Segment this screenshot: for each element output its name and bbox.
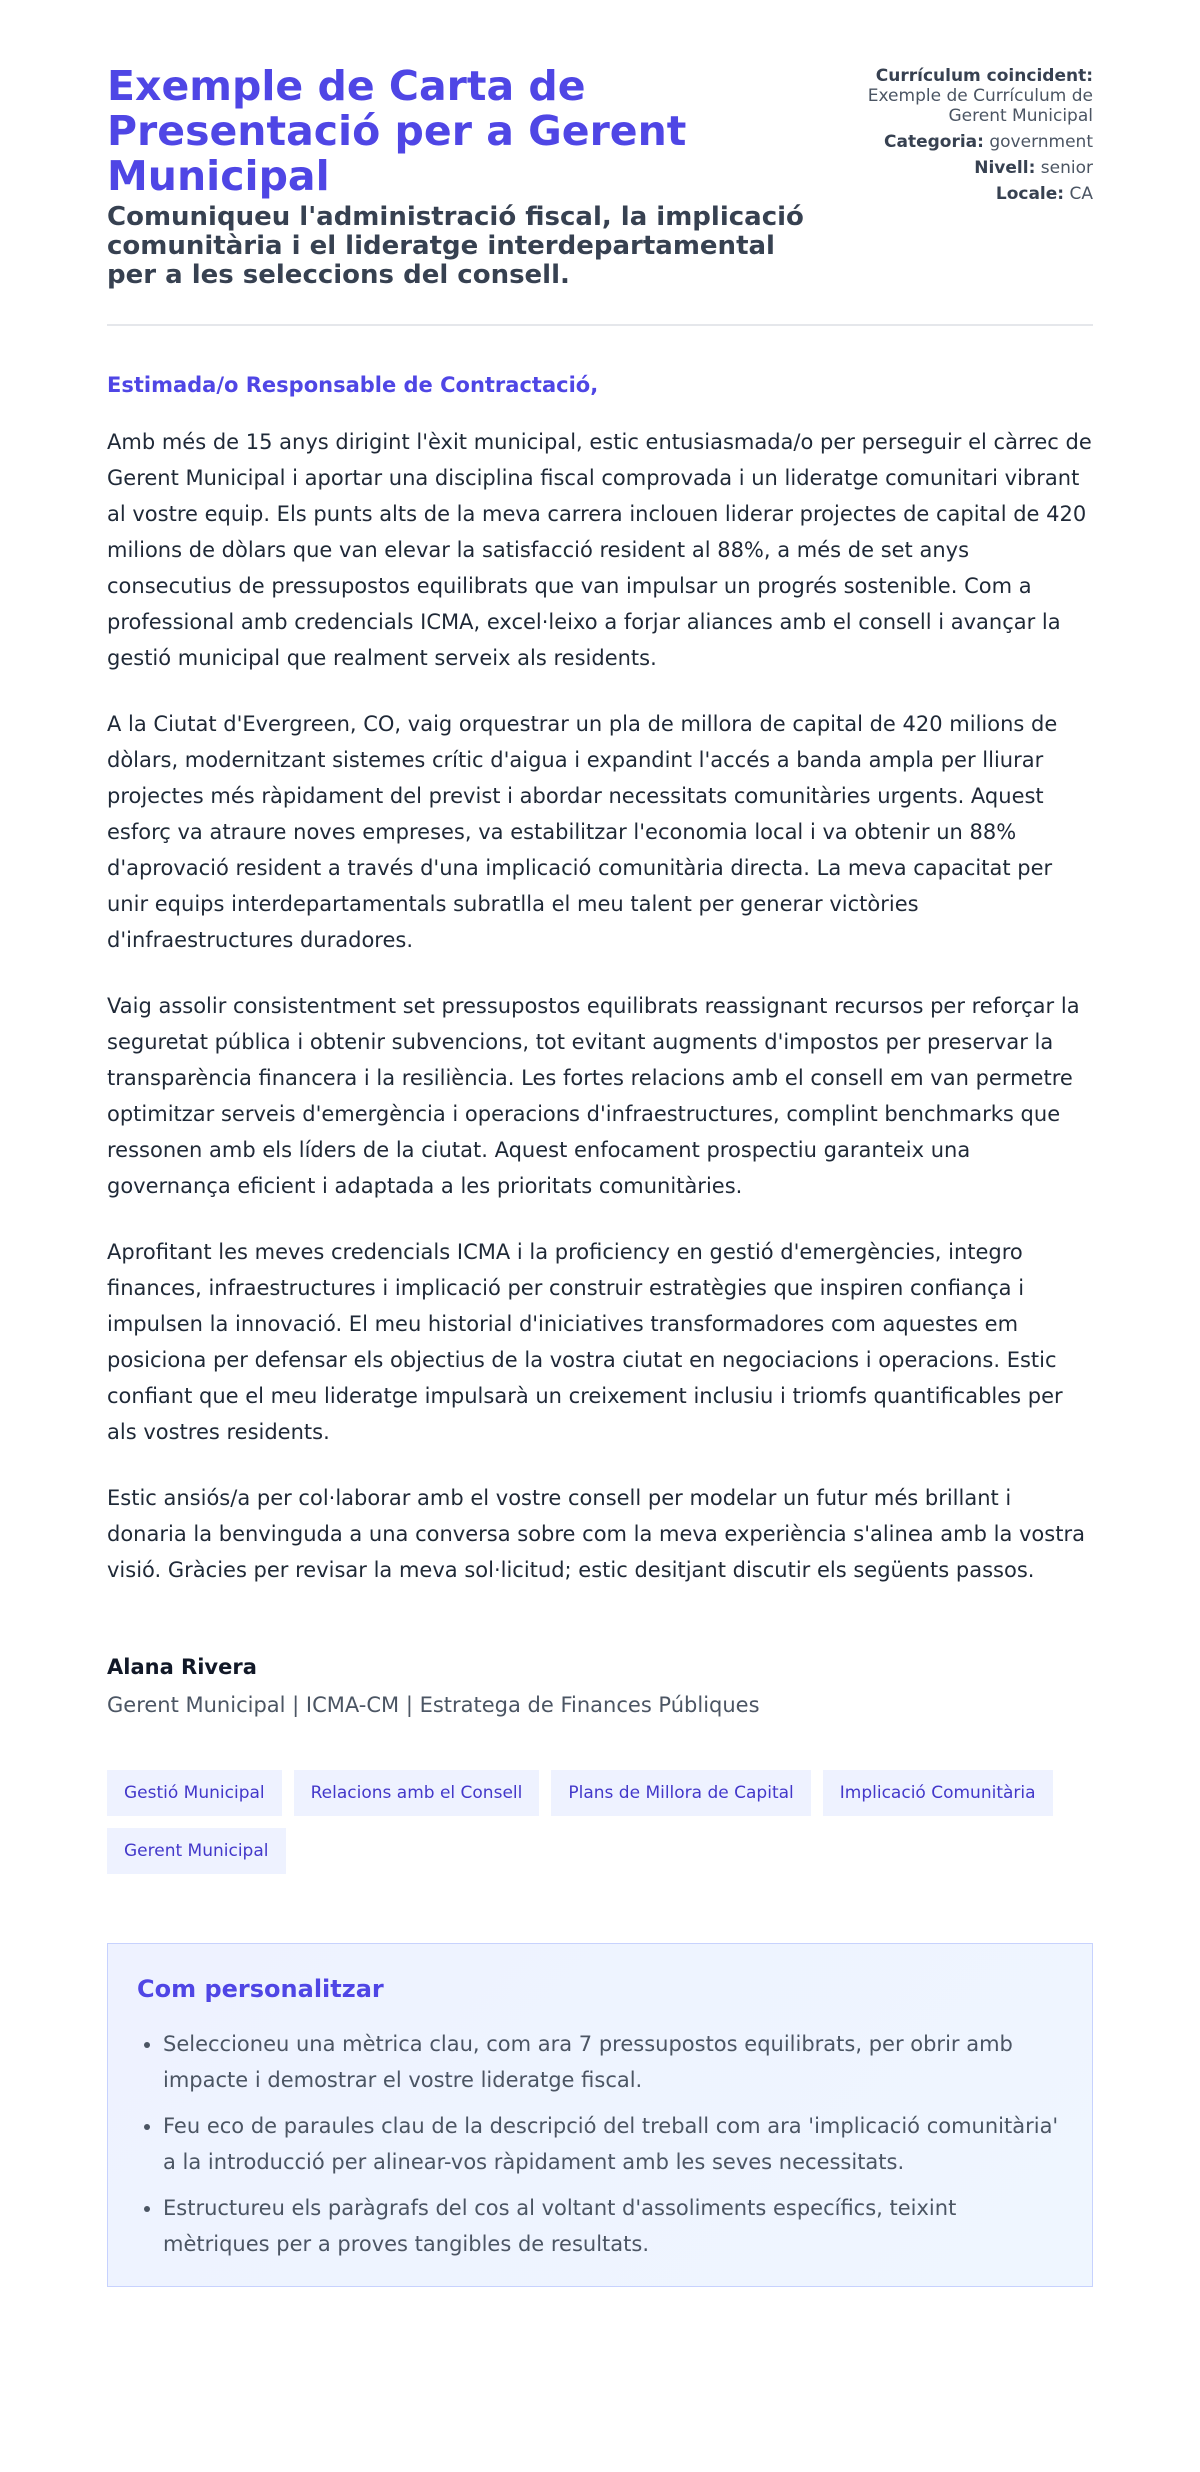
title-block	[107, 64, 806, 290]
page-header	[107, 64, 1093, 290]
header-divider	[107, 324, 1093, 326]
tag-plans-millora-capital[interactable]: Plans de Millora de Capital	[551, 1770, 810, 1816]
letter-paragraph-1: Amb més de 15 anys dirigint l'èxit municipal, estic entusiasmada/o per perseguir el càrrec de Gerent Municipal i aportar una disciplina fiscal comprovada i un lideratge comunitari vibrant al vostre equip. Els punts alts de la meva carrera inclouen liderar projectes de capital de 420 milions de dòlars que van elevar la satisfacció resident al 88%, a més de set anys consecutius de pressupostos equilibrats que van impulsar un progrés sostenible. Com a professional amb credencials ICMA, excel·leixo a forjar aliances amb el consell i avançar la gestió municipal que realment serveix als residents.	[107, 430, 1092, 670]
signature-title: Gerent Municipal | ICMA-CM | Estratega de Finances Públiques	[107, 1693, 760, 1717]
meta-locale-value: CA	[1069, 184, 1093, 204]
meta-resume	[806, 66, 1093, 126]
meta-resume-label: Currículum coincident:	[875, 66, 1093, 86]
keyword-tags	[107, 1770, 1107, 1874]
meta-category-value: government	[989, 132, 1093, 152]
tip-item-1: • Seleccioneu una mètrica clau, com ara 7 pressupostos equilibrats, per obrir amb impacte i demostrar el vostre lideratge fiscal.	[163, 2026, 1063, 2098]
letter-greeting: Estimada/o Responsable de Contractació,	[107, 373, 599, 397]
meta-category-label: Categoria:	[884, 132, 984, 152]
signature-name: Alana Rivera	[107, 1655, 257, 1679]
tag-gerent-municipal[interactable]: Gerent Municipal	[107, 1828, 286, 1874]
letter-paragraph-2: A la Ciutat d'Evergreen, CO, vaig orquestrar un pla de millora de capital de 420 milions de dòlars, modernitzant sistemes crític d'aigua i expandint l'accés a banda ampla per lliurar projectes més ràpidament del previst i abordar necessitats comunitàries urgents. Aquest esforç va atraure noves empreses, va estabilitzar l'economia local i va obtenir un 88% d'aprovació resident a través d'una implicació comunitària directa. La meva capacitat per unir equips interdepartamentals subratlla el meu talent per generar victòries d'infraestructures duradores.	[107, 712, 1058, 952]
meta-locale	[806, 184, 1093, 204]
meta-category	[806, 132, 1093, 152]
tips-list	[137, 2026, 1063, 2262]
letter-paragraph-3: Vaig assolir consistentment set pressupostos equilibrats reassignant recursos per reforçar la seguretat pública i obtenir subvencions, tot evitant augments d'impostos per preservar la transparència financera i la resiliència. Les fortes relacions amb el consell em van permetre optimitzar serveis d'emergència i operacions d'infraestructures, complint benchmarks que ressonen amb els líders de la ciutat. Aquest enfocament prospectiu garanteix una governança eficient i adaptada a les prioritats comunitàries.	[107, 994, 1080, 1198]
tip-item-3: • Estructureu els paràgrafs del cos al voltant d'assoliments específics, teixint mètriques per a proves tangibles de resultats.	[163, 2190, 1063, 2262]
tip-item-2: • Feu eco de paraules clau de la descripció del treball com ara 'implicació comunitària' a la introducció per alinear-vos ràpidament amb les seves necessitats.	[163, 2108, 1063, 2180]
tips-title: Com personalitzar	[137, 1975, 384, 2003]
meta-level	[806, 158, 1093, 178]
letter-paragraph-4: Aprofitant les meves credencials ICMA i la proficiency en gestió d'emergències, integro finances, infraestructures i implicació per construir estratègies que inspiren confiança i impulsen la innovació. El meu historial d'iniciatives transformadores com aquestes em posiciona per defensar els objectius de la vostra ciutat en negociacions i operacions. Estic confiant que el meu lideratge impulsarà un creixement inclusiu i triomfs quantificables per als vostres residents.	[107, 1240, 1063, 1444]
page-title: Exemple de Carta de Presentació per a Gerent Municipal	[107, 62, 687, 200]
tag-relacions-consell[interactable]: Relacions amb el Consell	[294, 1770, 540, 1816]
tag-implicacio-comunitaria[interactable]: Implicació Comunitària	[823, 1770, 1053, 1816]
meta-level-label: Nivell:	[974, 158, 1036, 178]
tag-gestio-municipal[interactable]: Gestió Municipal	[107, 1770, 282, 1816]
meta-locale-label: Locale:	[995, 184, 1065, 204]
meta-resume-value[interactable]: Exemple de Currículum de Gerent Municipal	[867, 86, 1093, 126]
letter-paragraph-5: Estic ansiós/a per col·laborar amb el vostre consell per modelar un futur més brillant i donaria la benvinguda a una conversa sobre com la meva experiència s'alinea amb la vostra visió. Gràcies per revisar la meva sol·licitud; estic desitjant discutir els següents passos.	[107, 1486, 1085, 1582]
meta-level-value: senior	[1040, 158, 1093, 178]
customization-tips-box	[107, 1943, 1093, 2287]
metadata-panel	[806, 64, 1093, 210]
page-subtitle: Comuniqueu l'administració fiscal, la implicació comunitària i el lideratge interdepartamental per a les seleccions del consell.	[107, 202, 804, 290]
